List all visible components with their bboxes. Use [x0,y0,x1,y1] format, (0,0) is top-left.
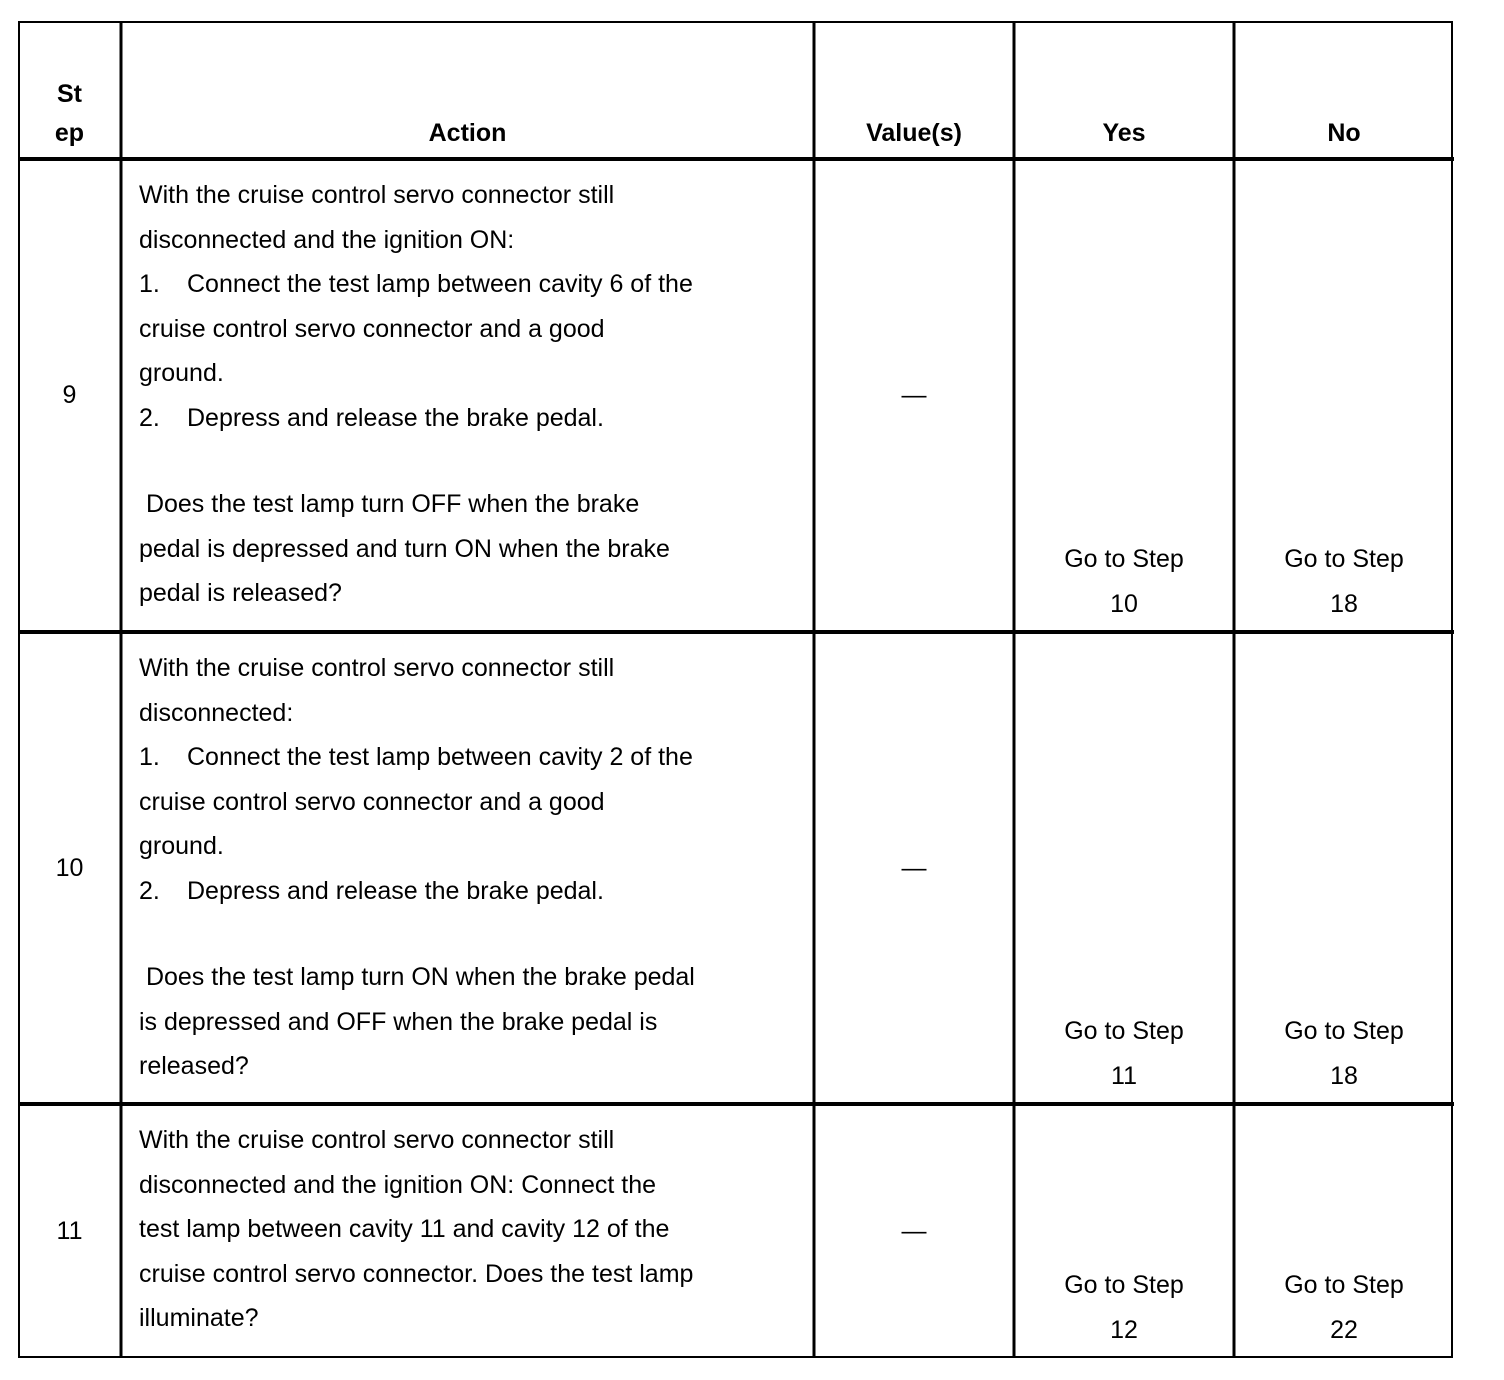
row-11-action-line-2: disconnected and the ignition ON: Connect the [139,1170,657,1199]
row-9-no-step: 18 [1330,589,1358,618]
row-10-yes-step: 11 [1111,1061,1137,1090]
row-9-item-1-cont-1: cruise control servo connector and a good [139,314,605,343]
row-10-intro-1: With the cruise control servo connector still [139,654,615,682]
row-10-intro-2: disconnected: [139,698,294,727]
row-9-yes-step: 10 [1110,589,1138,618]
row-11-no-step: 22 [1330,1315,1358,1344]
row-9-item-1-text: Connect the test lamp between cavity 6 of the [187,270,693,298]
row-10-yes [1014,632,1234,1104]
row-9-action [121,159,814,632]
row-10-question-2: is depressed and OFF when the brake pedal is [139,1007,658,1036]
row-9-question-3: pedal is released? [139,579,342,607]
row-10-gap [139,913,804,955]
row-10-no-step: 18 [1330,1061,1358,1090]
diagnostic-table [18,21,1454,1358]
row-11-no-label: Go to Step [1284,1271,1404,1299]
header-no: No [1327,119,1361,147]
header-action: Action [428,119,507,147]
row-9-value: — [901,381,927,410]
row-9-item-2-num: 2. [139,403,160,432]
row-10-item-1-cont-2: ground. [139,832,224,860]
row-9-yes [1014,159,1234,632]
row-11-yes [1014,1104,1234,1358]
row-9-gap [139,440,804,482]
row-9-item-1 [139,262,804,307]
row-11-no [1234,1104,1454,1358]
row-10-action [121,632,814,1104]
header-step-line1: St [57,80,82,108]
row-10-question-3: released? [139,1052,249,1080]
header-values: Value(s) [866,119,962,147]
row-10-item-2-num: 2. [139,876,160,905]
row-10-question-1: Does the test lamp turn ON when the brake pedal [139,963,695,991]
row-9-yes-label: Go to Step [1064,545,1184,573]
row-11-value: — [901,1216,927,1245]
row-9-question-1: Does the test lamp turn OFF when the brake [139,490,640,518]
row-10-item-1-cont-1: cruise control servo connector and a good [139,787,605,816]
row-9-item-2-text: Depress and release the brake pedal. [187,403,604,432]
row-10-value: — [901,853,927,882]
row-9-item-1-cont-2: ground. [139,359,224,387]
row-10-item-1-num: 1. [139,743,160,771]
row-9-intro-2: disconnected and the ignition ON: [139,225,515,254]
row-11-action-line-4: cruise control servo connector. Does the test lamp [139,1259,694,1288]
row-10-item-1 [139,735,804,780]
row-11-yes-label: Go to Step [1064,1271,1184,1299]
row-10-item-2-text: Depress and release the brake pedal. [187,876,604,905]
row-10-item-1-text: Connect the test lamp between cavity 2 of the [187,743,693,771]
header-yes: Yes [1102,119,1146,147]
row-10-step: 10 [55,853,84,882]
row-10-yes-label: Go to Step [1064,1017,1184,1045]
row-9-item-1-num: 1. [139,270,160,298]
row-11-step: 11 [56,1216,83,1245]
row-9-step: 9 [62,381,77,410]
row-11-action-line-3: test lamp between cavity 11 and cavity 12 of the [139,1215,670,1243]
row-9-no-label: Go to Step [1284,545,1404,573]
row-11-action-line-1: With the cruise control servo connector still [139,1126,615,1154]
row-9-item-2 [139,396,804,441]
row-10-no [1234,632,1454,1104]
row-11-yes-step: 12 [1110,1315,1138,1344]
header-step-line2: ep [54,119,85,147]
row-10-no-label: Go to Step [1284,1017,1404,1045]
row-9-question-2: pedal is depressed and turn ON when the brake [139,534,670,563]
header-step [18,21,121,159]
row-11-action-line-5: illuminate? [139,1304,259,1332]
row-11-action [121,1104,814,1358]
row-10-item-2 [139,869,804,914]
row-9-no [1234,159,1454,632]
row-9-intro-1: With the cruise control servo connector still [139,181,615,209]
